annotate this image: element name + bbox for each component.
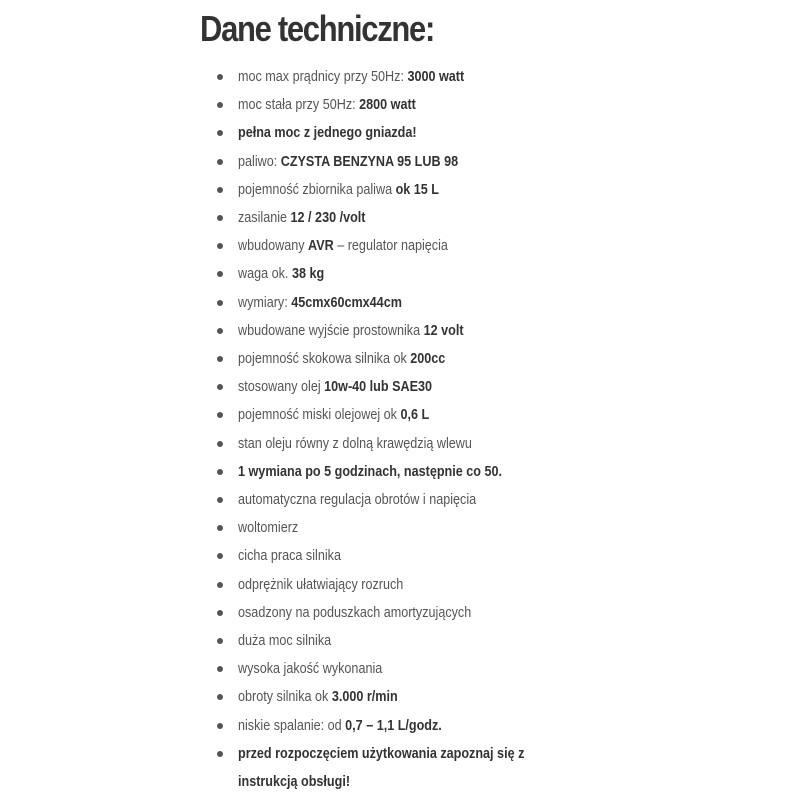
bullet-icon [217,328,223,334]
item-text: osadzony na poduszkach amortyzujących [238,603,472,621]
bullet-icon [217,441,223,447]
bullet-icon [217,412,223,418]
list-item [198,289,788,317]
bullet-icon [217,525,223,531]
item-text: wbudowane wyjście prostownika 12 volt [238,321,464,339]
list-item [198,260,788,288]
bullet-icon [217,582,223,588]
bullet-icon [217,723,223,729]
bullet-icon [217,356,223,362]
list-item [198,542,788,570]
bullet-icon [217,694,223,700]
list-item [198,119,788,147]
item-text: wymiary: 45cmx60cmx44cm [238,293,402,311]
list-item [198,63,788,91]
bullet-icon [217,215,223,221]
list-item [198,204,788,232]
item-text: duża moc silnika [238,632,332,650]
item-text: przed rozpoczęciem użytkowania zapoznaj się z instrukcją obsługi! [238,744,525,791]
item-text: obroty silnika ok 3.000 r/min [238,688,398,706]
item-text: stan oleju równy z dolną krawędzią wlewu [238,434,472,452]
list-item [198,176,788,204]
bullet-icon [217,130,223,136]
list-item [198,486,788,514]
bullet-icon [217,187,223,193]
item-text: pojemność miski olejowej ok 0,6 L [238,406,430,424]
bullet-icon [217,666,223,672]
bullet-icon [217,300,223,306]
bullet-icon [217,159,223,165]
item-text: paliwo: CZYSTA BENZYNA 95 LUB 98 [238,152,459,170]
item-text: woltomierz [238,519,299,537]
bullet-icon [217,74,223,80]
list-item [198,599,788,627]
bullet-icon [217,610,223,616]
item-text: zasilanie 12 / 230 /volt [238,209,366,227]
page-title: Dane techniczne: [200,8,434,49]
list-item [198,345,788,373]
item-text: pojemność skokowa silnika ok 200cc [238,350,446,368]
bullet-icon [217,638,223,644]
item-text: wbudowany AVR – regulator napięcia [238,237,448,255]
bullet-icon [217,553,223,559]
list-item [198,91,788,119]
list-item [198,401,788,429]
bullet-icon [217,102,223,108]
bullet-icon [217,271,223,277]
item-text: waga ok. 38 kg [238,265,325,283]
list-item [198,232,788,260]
list-item [198,317,788,345]
item-text: odprężnik ułatwiający rozruch [238,575,404,593]
bullet-icon [217,384,223,390]
list-item [198,571,788,599]
bullet-icon [217,497,223,503]
item-text: wysoka jakość wykonania [238,660,383,678]
item-text: niskie spalanie: od 0,7 – 1,1 L/godz. [238,716,442,734]
list-item [198,683,788,711]
bullet-icon [217,243,223,249]
item-text: cicha praca silnika [238,547,341,565]
list-item [198,655,788,683]
item-text: moc max prądnicy przy 50Hz: 3000 watt [238,68,465,85]
item-text: 1 wymiana po 5 godzinach, następnie co 50. [238,462,502,480]
item-text: automatyczna regulacja obrotów i napięcia [238,491,477,509]
item-text: stosowany olej 10w-40 lub SAE30 [238,378,433,396]
spec-sheet [198,8,788,796]
spec-list [198,63,788,796]
list-item [198,712,788,740]
list-item [198,627,788,655]
list-item [198,740,788,796]
item-text: pełna moc z jednego gniazda! [238,124,417,142]
item-text: moc stała przy 50Hz: 2800 watt [238,96,416,114]
list-item [198,148,788,176]
bullet-icon [217,751,223,757]
list-item [198,458,788,486]
item-text: pojemność zbiornika paliwa ok 15 L [238,180,440,198]
list-item [198,430,788,458]
list-item [198,373,788,401]
list-item [198,514,788,542]
bullet-icon [217,469,223,475]
